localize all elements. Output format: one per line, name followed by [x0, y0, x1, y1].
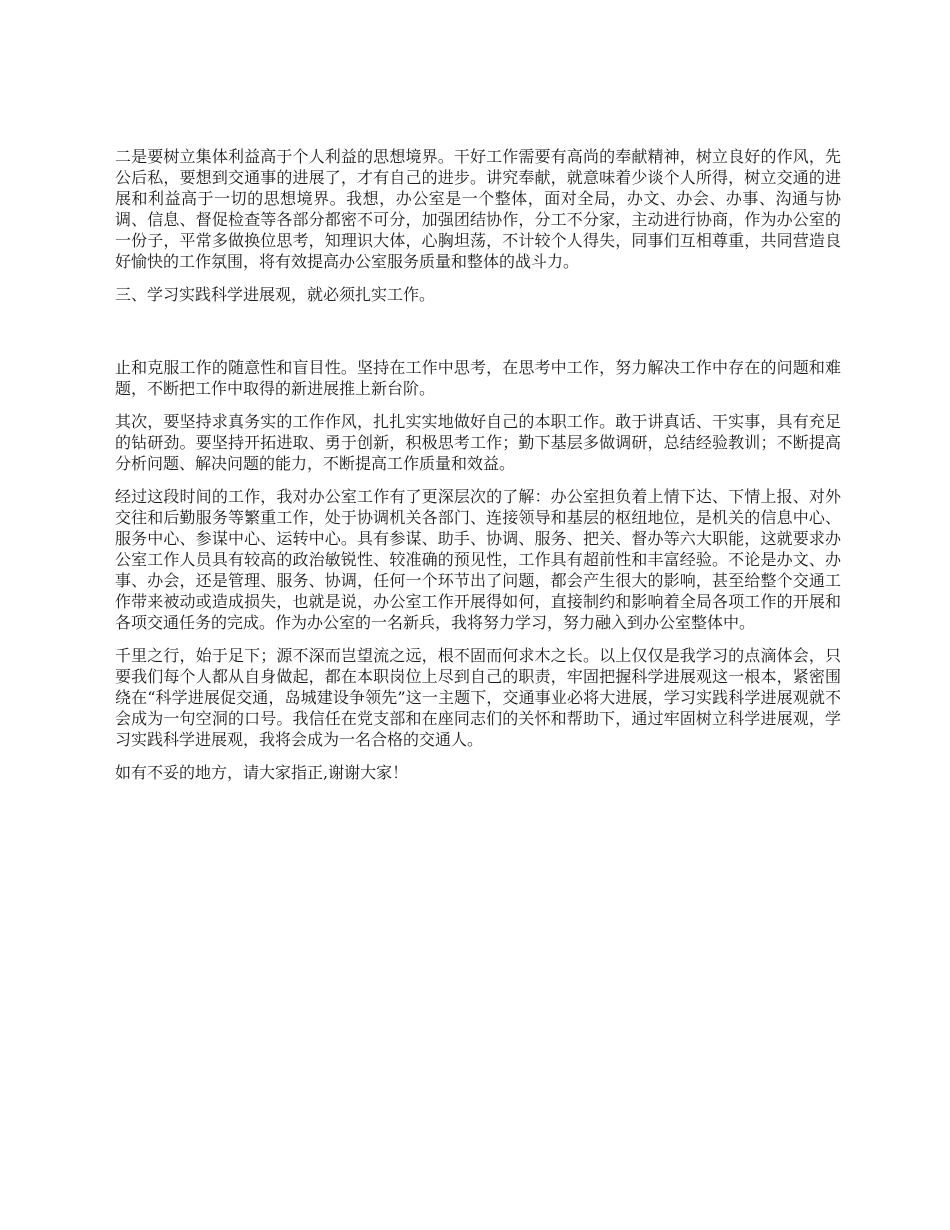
paragraph-practical-work-style: 其次，要坚持求真务实的工作作风，扎扎实实地做好自己的本职工作。敢于讲真话、干实事，具有充足的钻研劲。要坚持开拓进取、勇于创新，积极思考工作；勤下基层多做调研，总结经验教训；不断提高分析问题、解决问题的能力，不断提高工作质量和效益。 [115, 412, 841, 473]
paragraph-conclusion: 千里之行，始于足下；源不深而岂望流之远，根不固而何求木之长。以上仅仅是我学习的点滴体会，只要我们每个人都从自身做起，都在本职岗位上尽到自己的职责，牢固把握科学进展观这一根本，紧密围绕在“科学进展促交通，岛城建设争领先”这一主题下，交通事业必将大进展，学习实践科学进展观就不会成为一句空洞的口号。我信任在党支部和在座同志们的关怀和帮助下，通过牢固树立科学进展观，学习实践科学进展观，我将会成为一名合格的交通人。 [115, 646, 841, 749]
page-gap [115, 317, 841, 357]
paragraph-closing-thanks: 如有不妥的地方，请大家指正,谢谢大家！ [115, 763, 409, 782]
paragraph-avoid-randomness: 止和克服工作的随意性和盲目性。坚持在工作中思考，在思考中工作，努力解决工作中存在的问题和难题，不断把工作中取得的新进展推上新台阶。 [115, 358, 841, 398]
paragraph-collective-interest: 二是要树立集体利益高于个人利益的思想境界。干好工作需要有高尚的奉献精神，树立良好的作风，先公后私，要想到交通事的进展了，才有自己的进步。讲究奉献，就意味着少谈个人所得，树立交通的进展和利益高于一切的思想境界。我想，办公室是一个整体，面对全局，办文、办会、办事、沟通与协调、信息、督促检查等各部分都密不可分，加强团结协作，分工不分家，主动进行协商，作为办公室的一份子，平常多做换位思考，知理识大体，心胸坦荡，不计较个人得失，同事们互相尊重，共同营造良好愉快的工作氛围，将有效提高办公室服务质量和整体的战斗力。 [115, 147, 841, 271]
section-heading-three: 三、学习实践科学进展观，就必须扎实工作。 [115, 285, 436, 304]
paragraph-office-understanding: 经过这段时间的工作，我对办公室工作有了更深层次的了解：办公室担负着上情下达、下情上报、对外交往和后勤服务等繁重工作，处于协调机关各部门、连接领导和基层的枢纽地位，是机关的信息中心、服务中心、参谋中心、运转中心。具有参谋、助手、协调、服务、把关、督办等六大职能，这就要求办公室工作人员具有较高的政治敏锐性、较准确的预见性，工作具有超前性和丰富经验。不论是办文、办事、办会，还是管理、服务、协调，任何一个环节出了问题，都会产生很大的影响，甚至给整个交通工作带来被动或造成损失，也就是说，办公室工作开展得如何，直接制约和影响着全局各项工作的开展和各项交通任务的完成。作为办公室的一名新兵，我将努力学习，努力融入到办公室整体中。 [115, 487, 841, 632]
document-body [115, 146, 841, 795]
